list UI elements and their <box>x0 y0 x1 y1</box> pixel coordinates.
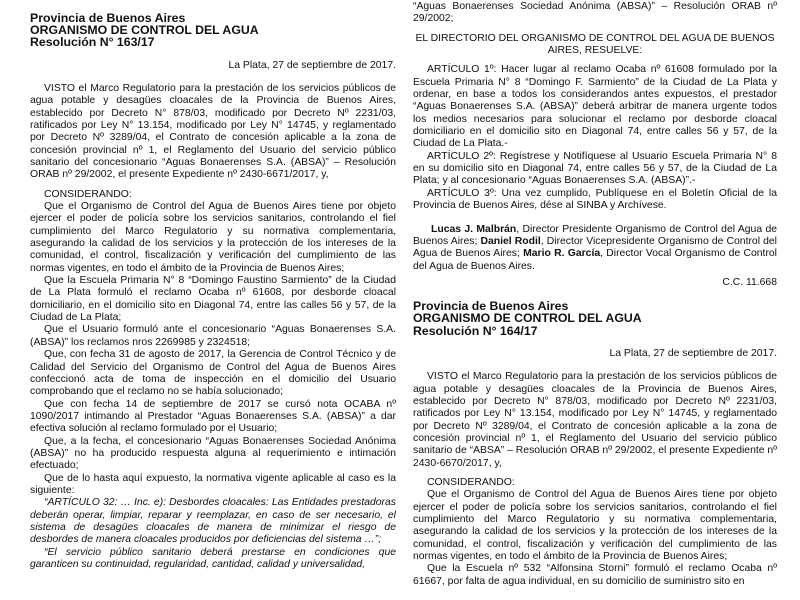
right-signatures <box>413 224 777 273</box>
left-resolution: Resolución N° 163/17 <box>30 35 155 50</box>
left-p7: Que de lo hasta aquí expuesto, la normativa vigente aplicable al caso es la siguiente: <box>30 472 396 496</box>
right-p1: Que el Organismo de Control del Agua de Buenos Aires tiene por objeto ejercer el poder de policía sobre los servicios sanitarios, controlando el fiel cumplimiento del Marco Regulatorio y su normativa complementaria, asegurando la calidad de los servicios y la protección de los intereses de la comunidad, el control, fiscalización y verificación del cumplimiento de las normas vigentes, en todo el ámbito de la Provincia de Buenos Aires; <box>413 489 777 562</box>
right-p2: Que la Escuela nº 532 “Alfonsina Storni” formuló el reclamo Ocaba nº 61667, por falta de agua individual, en su domicilio de suministro sito en <box>413 563 777 587</box>
right-cc: C.C. 11.668 <box>722 276 777 288</box>
right-top-line: “Aguas Bonaerenses Sociedad Anónima (ABSA)” – Resolución ORAB nº 29/2002; <box>413 1 777 25</box>
right-considerando: CONSIDERANDO: <box>427 476 515 488</box>
right-org: ORGANISMO DE CONTROL DEL AGUA <box>413 311 642 326</box>
right-directorio: EL DIRECTORIO DEL ORGANISMO DE CONTROL DEL AGUA DE BUENOS AIRES, RESUELVE: <box>415 32 775 57</box>
left-p4: Que, con fecha 31 de agosto de 2017, la Gerencia de Control Técnico y de Calidad del Servicio del Organismo de Control del Agua de Buenos Aires confeccionó acta de toma de inspección en el domicilio del Usuario comprobando que el reclamo no se había solucionado; <box>30 349 396 398</box>
right-visto: VISTO el Marco Regulatorio para la prestación de los servicios públicos de agua potable y desagües cloacales de la Provincia de Buenos Aires, establecido por Decreto N° 878/03, modificado por Decreto Nº 2231/03, ratificados por Ley N° 13.154, modificado por Ley N° 14745, y reglamentado por Decreto Nº 3289/04, el Contrato de concesión aplicable a la zona de concesión provincial nº 1, el Reglamento del Usuario del servicio público sanitario de “ABSA” – Resolución ORAB nº 29/2002, el presente Expediente nº 2430-6670/2017, y, <box>413 371 777 469</box>
left-p2: Que la Escuela Primaria N° 8 “Domingo Faustino Sarmiento” de la Ciudad de La Plata formuló el reclamo Ocaba nº 61608, por desborde cloacal domiciliario, en el domicilio sito en Diagonal 74, entre las calles 56 y 57, de la Ciudad de La Plata; <box>30 275 396 324</box>
sig-role-1: , Director Presidente Organismo de Control del Agua de Buenos Aires; <box>413 223 777 247</box>
sig-name-3: Mario R. García <box>523 248 601 260</box>
left-p6: Que, a la fecha, el concesionario “Aguas Bonaerenses Sociedad Anónima (ABSA)” no ha producido respuesta alguna al requerimiento e intimación efectuado; <box>30 435 396 472</box>
left-p3: Que el Usuario formuló ante el concesionario “Aguas Bonaerenses S.A. (ABSA)” los reclamos nros 2269985 y 2324518; <box>30 324 396 348</box>
right-date: La Plata, 27 de septiembre de 2017. <box>609 347 777 359</box>
right-resolution: Resolución N° 164/17 <box>413 323 538 338</box>
left-considerando: CONSIDERANDO: <box>44 188 132 200</box>
right-art2: ARTÍCULO 2º: Regístrese y Notifíquese al Usuario Escuela Primaria N° 8 en su domicilio sito en Diagonal 74, entre calles 56 y 57, de la Ciudad de La Plata; y al concesionario “Aguas Bonaerenses S.A. (ABSA)”.- <box>413 150 777 187</box>
left-date: La Plata, 27 de septiembre de 2017. <box>228 59 396 71</box>
sig-role-3: , Director Vocal Organismo de Control del Agua de Buenos Aires. <box>413 248 777 272</box>
sig-role-2: , Director Vicepresidente Organismo de Control del Agua de Buenos Aires; <box>413 235 777 260</box>
left-p1: Que el Organismo de Control del Agua de Buenos Aires tiene por objeto ejercer el poder de policía sobre los servicios sanitarios, controlando el fiel cumplimiento del Marco Regulatorio y su normativa complementaria, asegurando la calidad de los servicios y la protección de los intereses de la comunidad, el control, fiscalización y verificación del cumplimiento de las normas vigentes, en todo el ámbito de la Provincia de Buenos Aires; <box>30 201 396 274</box>
left-column <box>30 0 396 600</box>
left-p9: “El servicio público sanitario deberá prestarse en condiciones que garanticen su continuidad, regularidad, cantidad, calidad y universalidad, <box>30 546 396 571</box>
right-column <box>413 0 777 600</box>
left-p8: “ARTÍCULO 32: … Inc. e): Desbordes cloacales: Las Entidades prestadoras deberán operar, limpiar, reparar y reemplazar, en caso de ser necesario, el sistema de desagües cloacales de manera de minimizar el riesgo de desbordes de manera cloacales producidos por deficiencias del sistema …”; <box>30 497 396 546</box>
right-art1: ARTÍCULO 1º: Hacer lugar al reclamo Ocaba nº 61608 formulado por la Escuela Primaria N° 8 “Domingo F. Sarmiento” de la Ciudad de La Plata y ordenar, en base a todos los considerandos antes expuestos, el prestador “Aguas Bonaerenses S.A. (ABSA)” deberá arbitrar de manera urgente todos los medios necesarios para solucionar el reclamo por desborde cloacal domiciliario en el domicilio sito en Diagonal 74, entre calles 56 y 57, de la Ciudad de La Plata.- <box>413 64 777 150</box>
left-org: ORGANISMO DE CONTROL DEL AGUA <box>30 23 259 38</box>
right-art3: ARTÍCULO 3º: Una vez cumplido, Publíquese en el Boletín Oficial de la Provincia de Buenos Aires, dése al SINBA y Archívese. <box>413 187 777 212</box>
sig-name-1: Lucas J. Malbrán <box>431 223 517 235</box>
left-province: Provincia de Buenos Aires <box>30 11 186 25</box>
right-province: Provincia de Buenos Aires <box>413 299 569 314</box>
left-visto: VISTO el Marco Regulatorio para la prestación de los servicios públicos de agua potable y desagües cloacales de la Provincia de Buenos Aires, establecido por Decreto N° 878/03, modificado por Decreto Nº 2231/03, ratificados por Ley N° 13.154, modificado por Ley N° 14745, y reglamentado por Decreto Nº 3289/04, el Contrato de concesión aplicable a la zona de concesión provincial nº 1, el Reglamento del Usuario del servicio público sanitario del concesionario “Aguas Bonaerenses S.A. (ABSA)” – Resolución ORAB nº 29/2002, el presente Expediente nº 2430-6671/2017, y, <box>30 82 396 181</box>
left-p5: Que con fecha 14 de septiembre de 2017 se cursó nota OCABA nº 1090/2017 intimando al Prestador “Aguas Bonaerenses S.A. (ABSA)” a dar efectiva solución al reclamo formulado por el Usuario; <box>30 398 396 435</box>
sig-name-2: Daniel Rodil <box>480 235 541 247</box>
